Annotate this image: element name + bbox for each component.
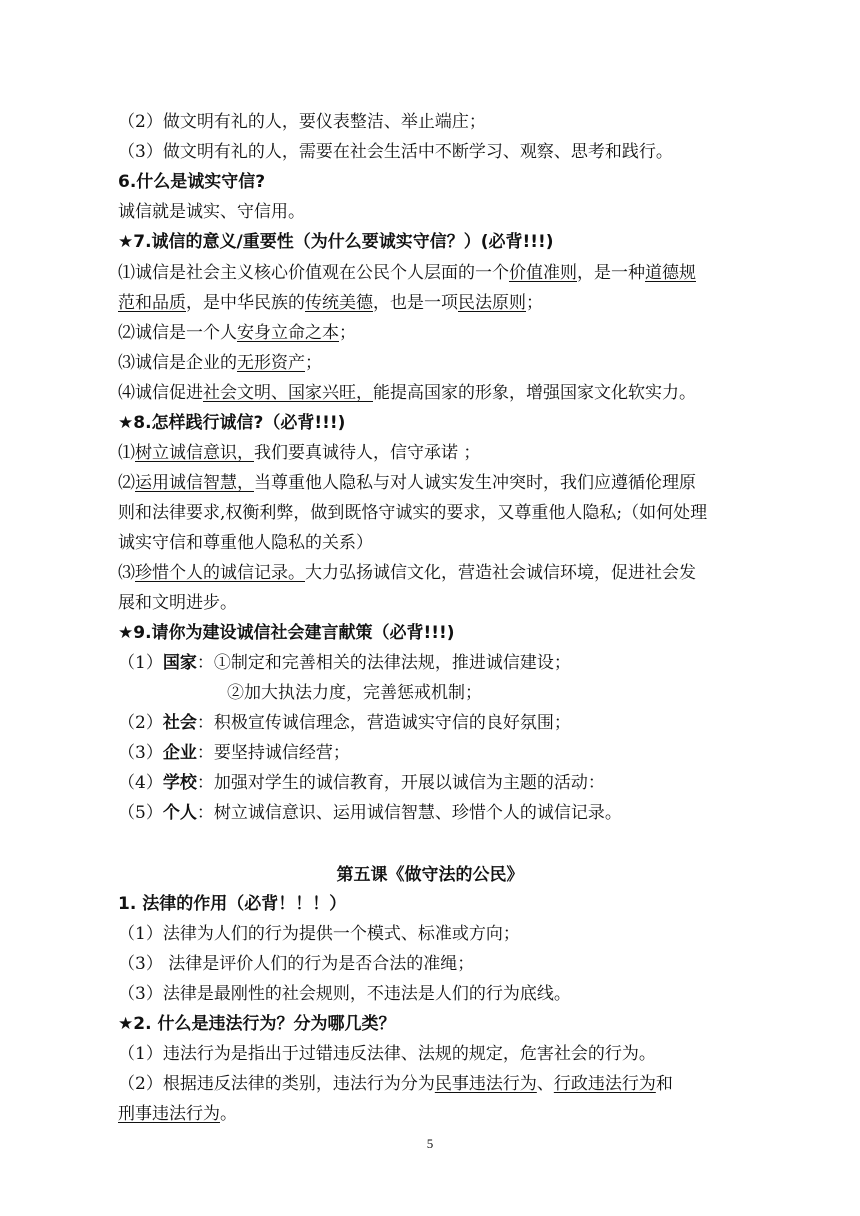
text-span: 和	[655, 1074, 673, 1094]
text-line	[118, 352, 742, 374]
section-heading: 1. 法律的作用（必背！！！）	[118, 894, 347, 914]
underlined-term: 树立诚信意识，	[135, 443, 254, 463]
text-span: ，是一种	[577, 263, 645, 283]
text-span: 大力弘扬诚信文化，营造社会诚信环境，促进社会发	[305, 563, 696, 583]
bold-term: 国家	[162, 653, 197, 673]
text-line	[118, 712, 742, 734]
text-line	[118, 1073, 742, 1095]
page-number: 5	[426, 1136, 434, 1151]
underlined-term: 行政违法行为	[553, 1074, 656, 1094]
text-span: ：加强对学生的诚信教育，开展以诚信为主题的活动：	[196, 773, 605, 793]
section-heading: ★2. 什么是违法行为？分为哪几类？	[118, 1014, 396, 1034]
text-line: 则和法律要求,权衡利弊，做到既恪守诚实的要求，又尊重他人隐私;（如何处理	[118, 503, 708, 523]
text-span: ⑴诚信是社会主义核心价值观在公民个人层面的一个	[118, 263, 509, 283]
underlined-term: 民法原则	[458, 293, 526, 313]
underlined-term: 珍惜个人的诚信记录。	[135, 563, 305, 583]
text-span: （4）	[118, 773, 163, 793]
bold-term: 社会	[162, 713, 197, 733]
text-line: ②加大执法力度，完善惩戒机制；	[227, 683, 482, 703]
text-span: （5）	[118, 803, 163, 823]
text-line	[118, 472, 742, 494]
underlined-term: 传统美德	[305, 293, 373, 313]
text-span: ；	[526, 293, 543, 313]
text-span: 当尊重他人隐私与对人诚实发生冲突时，我们应遵循伦理原	[254, 473, 696, 493]
underlined-term: 刑事违法行为	[118, 1104, 220, 1124]
section-heading: ★9.请你为建设诚信社会建言献策（必背!!!)	[118, 623, 455, 643]
text-span: ，是中华民族的	[186, 293, 305, 313]
text-line	[118, 772, 742, 794]
text-line: 诚实守信和尊重他人隐私的关系）	[118, 533, 373, 553]
text-span: ⑷诚信促进	[118, 383, 203, 403]
text-span: 、	[536, 1074, 554, 1094]
text-span: （2）	[118, 713, 163, 733]
underlined-term: 民事违法行为	[434, 1074, 537, 1094]
bold-term: 企业	[162, 743, 197, 763]
text-line: （1）违法行为是指出于过错违反法律、法规的规定，危害社会的行为。	[118, 1044, 656, 1064]
text-span: 。	[220, 1104, 237, 1124]
text-span: （3）	[118, 743, 163, 763]
underlined-term: 范和品质	[118, 293, 186, 313]
text-span: 我们要真诚待人，信守承诺 ；	[254, 443, 481, 463]
text-line	[118, 652, 742, 674]
text-span: ⑴	[118, 443, 135, 463]
text-span: ⑶诚信是企业的	[118, 353, 237, 373]
text-line: （3）做文明有礼的人，需要在社会生活中不断学习、观察、思考和践行。	[118, 142, 673, 162]
section-heading: ★7.诚信的意义/重要性（为什么要诚实守信？）(必背!!!)	[118, 232, 554, 252]
text-line	[118, 802, 742, 824]
text-line: （3） 法律是评价人们的行为是否合法的准绳；	[118, 954, 475, 974]
text-span: ⑶	[118, 563, 135, 583]
text-line: 诚信就是诚实、守信用。	[118, 202, 305, 222]
text-line	[118, 382, 742, 404]
text-span: ；	[339, 323, 356, 343]
text-span: ⑵	[118, 473, 135, 493]
text-line: （1）法律为人们的行为提供一个模式、标准或方向；	[118, 924, 520, 944]
text-span: ；	[305, 353, 322, 373]
bold-term: 个人	[162, 803, 197, 823]
underlined-term: 道德规	[645, 263, 696, 283]
underlined-term: 价值准则	[509, 263, 577, 283]
underlined-term: 运用诚信智慧，	[135, 473, 254, 493]
text-span: ：要坚持诚信经营；	[196, 743, 350, 763]
text-span: ：积极宣传诚信理念，营造诚实守信的良好氛围；	[196, 713, 571, 733]
text-span: ⑵诚信是一个人	[118, 323, 237, 343]
text-span: ，也是一项	[373, 293, 458, 313]
text-span: ：①制定和完善相关的法律法规，推进诚信建设；	[196, 653, 571, 673]
text-line	[118, 262, 742, 284]
lesson-title: 第五课《做守法的公民》	[336, 865, 524, 885]
text-span: ：树立诚信意识、运用诚信智慧、珍惜个人的诚信记录。	[196, 803, 622, 823]
text-line	[118, 1103, 742, 1125]
text-span: （1）	[118, 653, 163, 673]
text-line	[118, 562, 742, 584]
text-line	[118, 292, 742, 314]
section-heading: ★8.怎样践行诚信?（必背!!!)	[118, 413, 346, 433]
text-line	[118, 442, 742, 464]
text-line	[118, 322, 742, 344]
text-span: （2）根据违反法律的类别，违法行为分为	[118, 1074, 435, 1094]
text-line: 展和文明进步。	[118, 593, 237, 613]
underlined-term: 社会文明、国家兴旺，	[203, 383, 373, 403]
section-heading: 6.什么是诚实守信?	[118, 172, 266, 192]
bold-term: 学校	[162, 773, 197, 793]
underlined-term: 安身立命之本	[237, 323, 339, 343]
underlined-term: 无形资产	[237, 353, 305, 373]
text-line	[118, 742, 742, 764]
text-span: 能提高国家的形象，增强国家文化软实力。	[373, 383, 696, 403]
text-line: （3）法律是最刚性的社会规则，不违法是人们的行为底线。	[118, 984, 571, 1004]
text-line: （2）做文明有礼的人，要仪表整洁、举止端庄；	[118, 112, 486, 132]
